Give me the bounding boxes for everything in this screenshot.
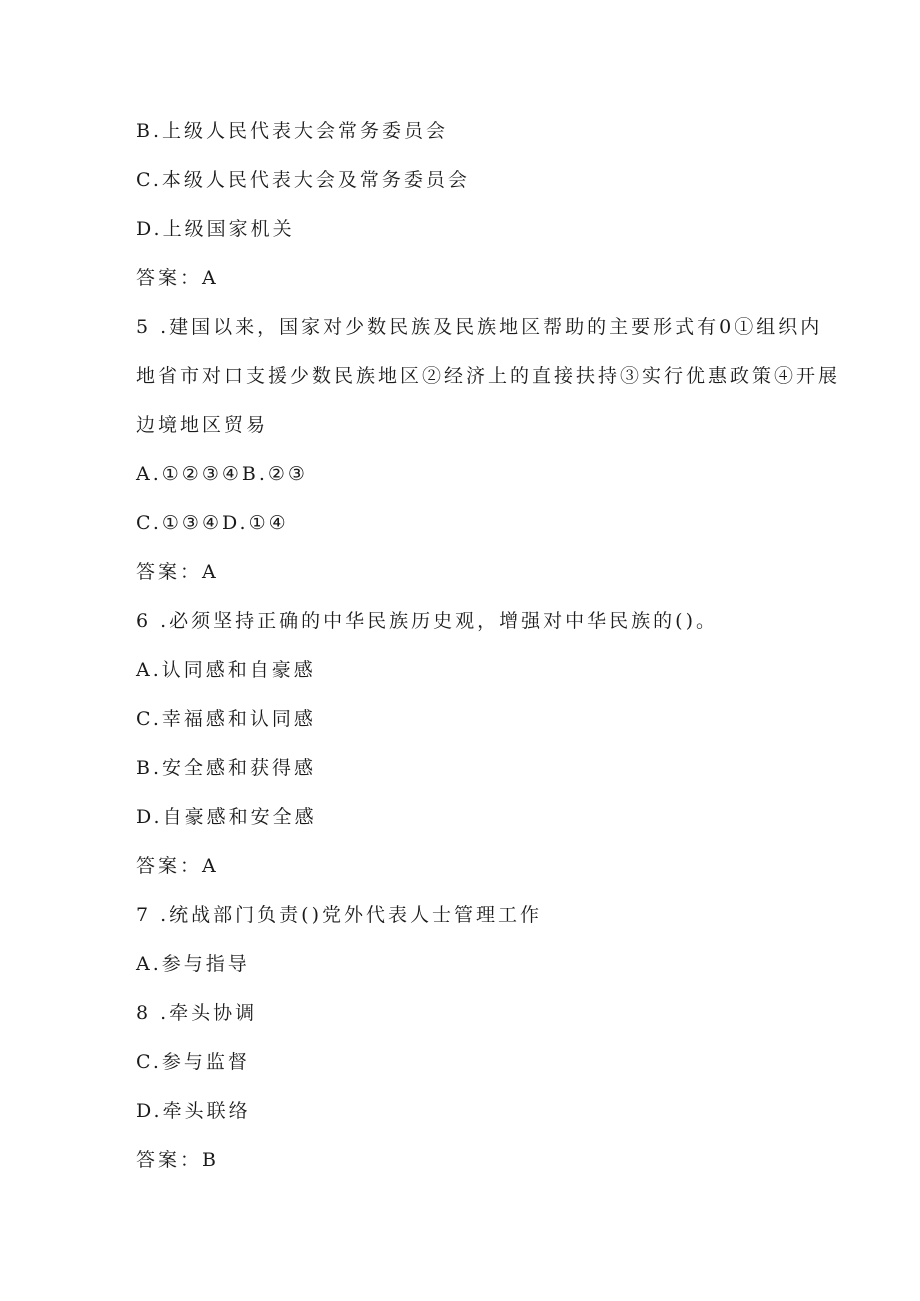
answer-q7: 答案：B bbox=[136, 1149, 219, 1171]
question-5-line-1: 5 .建国以来，国家对少数民族及民族地区帮助的主要形式有0①组织内 bbox=[136, 316, 823, 338]
option-a-q7: A.参与指导 bbox=[136, 953, 250, 975]
option-b-q4: B.上级人民代表大会常务委员会 bbox=[136, 120, 449, 142]
answer-q4: 答案：A bbox=[136, 267, 219, 289]
question-6: 6 .必须坚持正确的中华民族历史观，增强对中华民族的()。 bbox=[136, 610, 718, 632]
question-7: 7 .统战部门负责()党外代表人士管理工作 bbox=[136, 904, 542, 926]
question-5-line-3: 边境地区贸易 bbox=[136, 414, 269, 436]
option-d-q7: D.牵头联络 bbox=[136, 1100, 251, 1122]
options-ab-q5: A.①②③④B.②③ bbox=[136, 463, 308, 485]
option-d-q4: D.上级国家机关 bbox=[136, 218, 295, 240]
answer-q5: 答案：A bbox=[136, 561, 219, 583]
option-b-q7: 8 .牵头协调 bbox=[136, 1002, 258, 1024]
options-cd-q5: C.①③④D.①④ bbox=[136, 512, 289, 534]
option-a-q6: A.认同感和自豪感 bbox=[136, 659, 316, 681]
option-c-q4: C.本级人民代表大会及常务委员会 bbox=[136, 169, 470, 191]
option-d-q6: D.自豪感和安全感 bbox=[136, 806, 317, 828]
answer-q6: 答案：A bbox=[136, 855, 219, 877]
question-5-line-2: 地省市对口支援少数民族地区②经济上的直接扶持③实行优惠政策④开展 bbox=[136, 365, 841, 387]
option-c-q6: C.幸福感和认同感 bbox=[136, 708, 316, 730]
option-b-q6: B.安全感和获得感 bbox=[136, 757, 317, 779]
option-c-q7: C.参与监督 bbox=[136, 1051, 250, 1073]
